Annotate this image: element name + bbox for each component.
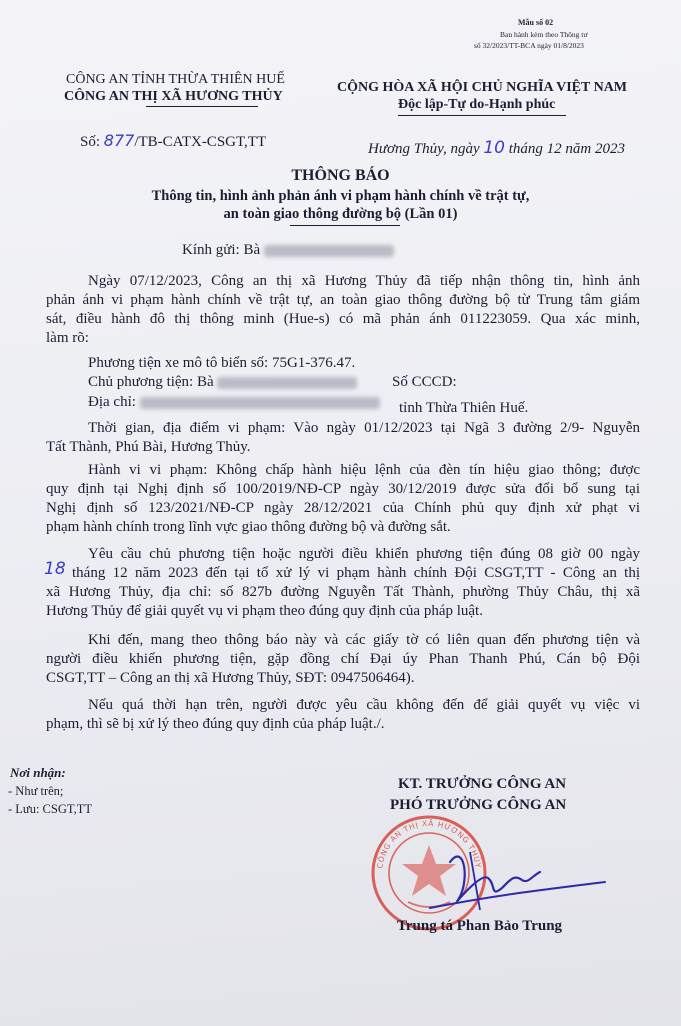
vehicle-plate: Phương tiện xe mô tô biển số: 75G1-376.47. [88, 355, 356, 371]
address-tail: tỉnh Thừa Thiên Huế. [399, 400, 529, 416]
address [88, 394, 380, 411]
redacted-address [140, 397, 380, 409]
motto-underline [398, 115, 566, 116]
number-prefix: Số: [80, 134, 101, 150]
body-line: Khi đến, mang theo thông báo này và các giấy tờ có liên quan đến phương tiện và [88, 632, 640, 648]
body-line: Nghị định số 123/2021/NĐ-CP ngày 28/12/2021 của Chính phủ quy định xử phạt vi [46, 500, 640, 516]
body-line: Nếu quá thời hạn trên, người được yêu cầu không đến để giải quyết vụ việc vi [88, 697, 640, 713]
country-name: CỘNG HÒA XÃ HỘI CHỦ NGHĨA VIỆT NAM [337, 80, 628, 95]
recipients-item: - Như trên; [8, 784, 64, 798]
motto: Độc lập-Tự do-Hạnh phúc [398, 97, 556, 112]
body-line: người điều khiển phương tiện, gặp đồng chí Đại úy Phan Thanh Phú, Cán bộ Đội [46, 651, 640, 667]
body-line: CSGT,TT – Công an thị xã Hương Thủy, SĐT: 0947506464). [46, 670, 415, 686]
signer-role-1: KT. TRƯỞNG CÔNG AN [398, 776, 567, 792]
body-line: phản ánh vi phạm hành chính về trật tự, an toàn giao thông đường bộ từ Trung tâm giám [46, 292, 640, 308]
cccd-label: Số CCCD: [392, 374, 457, 390]
number-handwritten: 877 [103, 131, 135, 150]
body-line: Tất Thành, Phú Bài, Hương Thủy. [46, 439, 251, 455]
title-underline [290, 225, 400, 226]
form-circular-ref: số 32/2023/TT-BCA ngày 01/8/2023 [474, 41, 584, 50]
body-line: Yêu cầu chủ phương tiện hoặc người điều khiển phương tiện đúng 08 giờ 00 ngày [88, 546, 640, 562]
body-line: tháng 12 năm 2023 đến tại tổ xử lý vi phạm hành chính Đội CSGT,TT - Công an thị [72, 565, 640, 581]
document-number [80, 131, 266, 151]
body-line: phạm, thì sẽ bị xử lý theo đúng quy định của pháp luật./. [46, 716, 385, 732]
signature-icon [410, 822, 620, 922]
redacted-name [264, 245, 394, 257]
document-subtitle-line-2: an toàn giao thông đường bộ (Lần 01) [223, 206, 458, 222]
body-line: làm rõ: [46, 330, 89, 346]
recipients-title: Nơi nhận: [10, 765, 66, 780]
body-line: sát, điều hành đô thị thông minh (Hue-s) có mã phản ánh 011223059. Qua xác minh, [46, 311, 640, 327]
owner-label: Chủ phương tiện: Bà [88, 374, 214, 390]
body-line: Hành vi vi phạm: Không chấp hành hiệu lệnh của đèn tín hiệu giao thông; được [88, 462, 640, 478]
place-date-suffix: tháng 12 năm 2023 [508, 141, 625, 157]
vehicle-owner [88, 374, 357, 391]
place-date-prefix: Hương Thủy, ngày [368, 141, 480, 157]
recipient [182, 242, 394, 259]
form-issued-with: Ban hành kèm theo Thông tư [500, 30, 588, 39]
body-line: xã Hương Thủy, địa chỉ: số 827b đường Nguyễn Tất Thành, phường Thủy Châu, thị xã [46, 584, 640, 600]
place-date [368, 138, 625, 158]
day-handwritten: 10 [483, 138, 505, 158]
number-suffix: /TB-CATX-CSGT,TT [134, 134, 267, 150]
body-line: phạm hành chính trong lĩnh vực giao thông đường bộ và đường sắt. [46, 519, 451, 535]
document-title: THÔNG BÁO [291, 167, 390, 184]
agency-name: CÔNG AN THỊ XÃ HƯƠNG THỦY [64, 89, 283, 104]
body-line: Thời gian, địa điểm vi phạm: Vào ngày 01/12/2023 tại Ngã 3 đường 2/9- Nguyễn [88, 420, 640, 436]
body-line: Ngày 07/12/2023, Công an thị xã Hương Thủy đã tiếp nhận thông tin, hình ảnh [88, 273, 640, 289]
redacted-owner [217, 377, 357, 389]
signer-role-2: PHÓ TRƯỞNG CÔNG AN [390, 797, 567, 813]
seal-text: CÔNG AN THỊ XÃ HƯƠNG THỦY [375, 818, 483, 870]
recipient-label: Kính gửi: Bà [182, 242, 261, 258]
body-line: quy định tại Nghị định số 100/2019/NĐ-CP ngày 30/12/2019 được sửa đổi bổ sung tại [46, 481, 640, 497]
form-number: Mẫu số 02 [518, 18, 554, 27]
recipients-item: - Lưu: CSGT,TT [8, 802, 92, 816]
document-subtitle-line-1: Thông tin, hình ảnh phản ánh vi phạm hành chính về trật tự, [151, 188, 530, 204]
appointment-day-handwritten: 18 [44, 559, 66, 579]
agency-parent: CÔNG AN TỈNH THỪA THIÊN HUẾ [66, 72, 285, 87]
body-line: Hương Thủy để giải quyết vụ vi phạm theo đúng quy định của pháp luật. [46, 603, 483, 619]
signer-name: Trung tá Phan Bảo Trung [397, 918, 563, 934]
address-label: Địa chỉ: [88, 394, 136, 410]
agency-underline [146, 106, 258, 107]
